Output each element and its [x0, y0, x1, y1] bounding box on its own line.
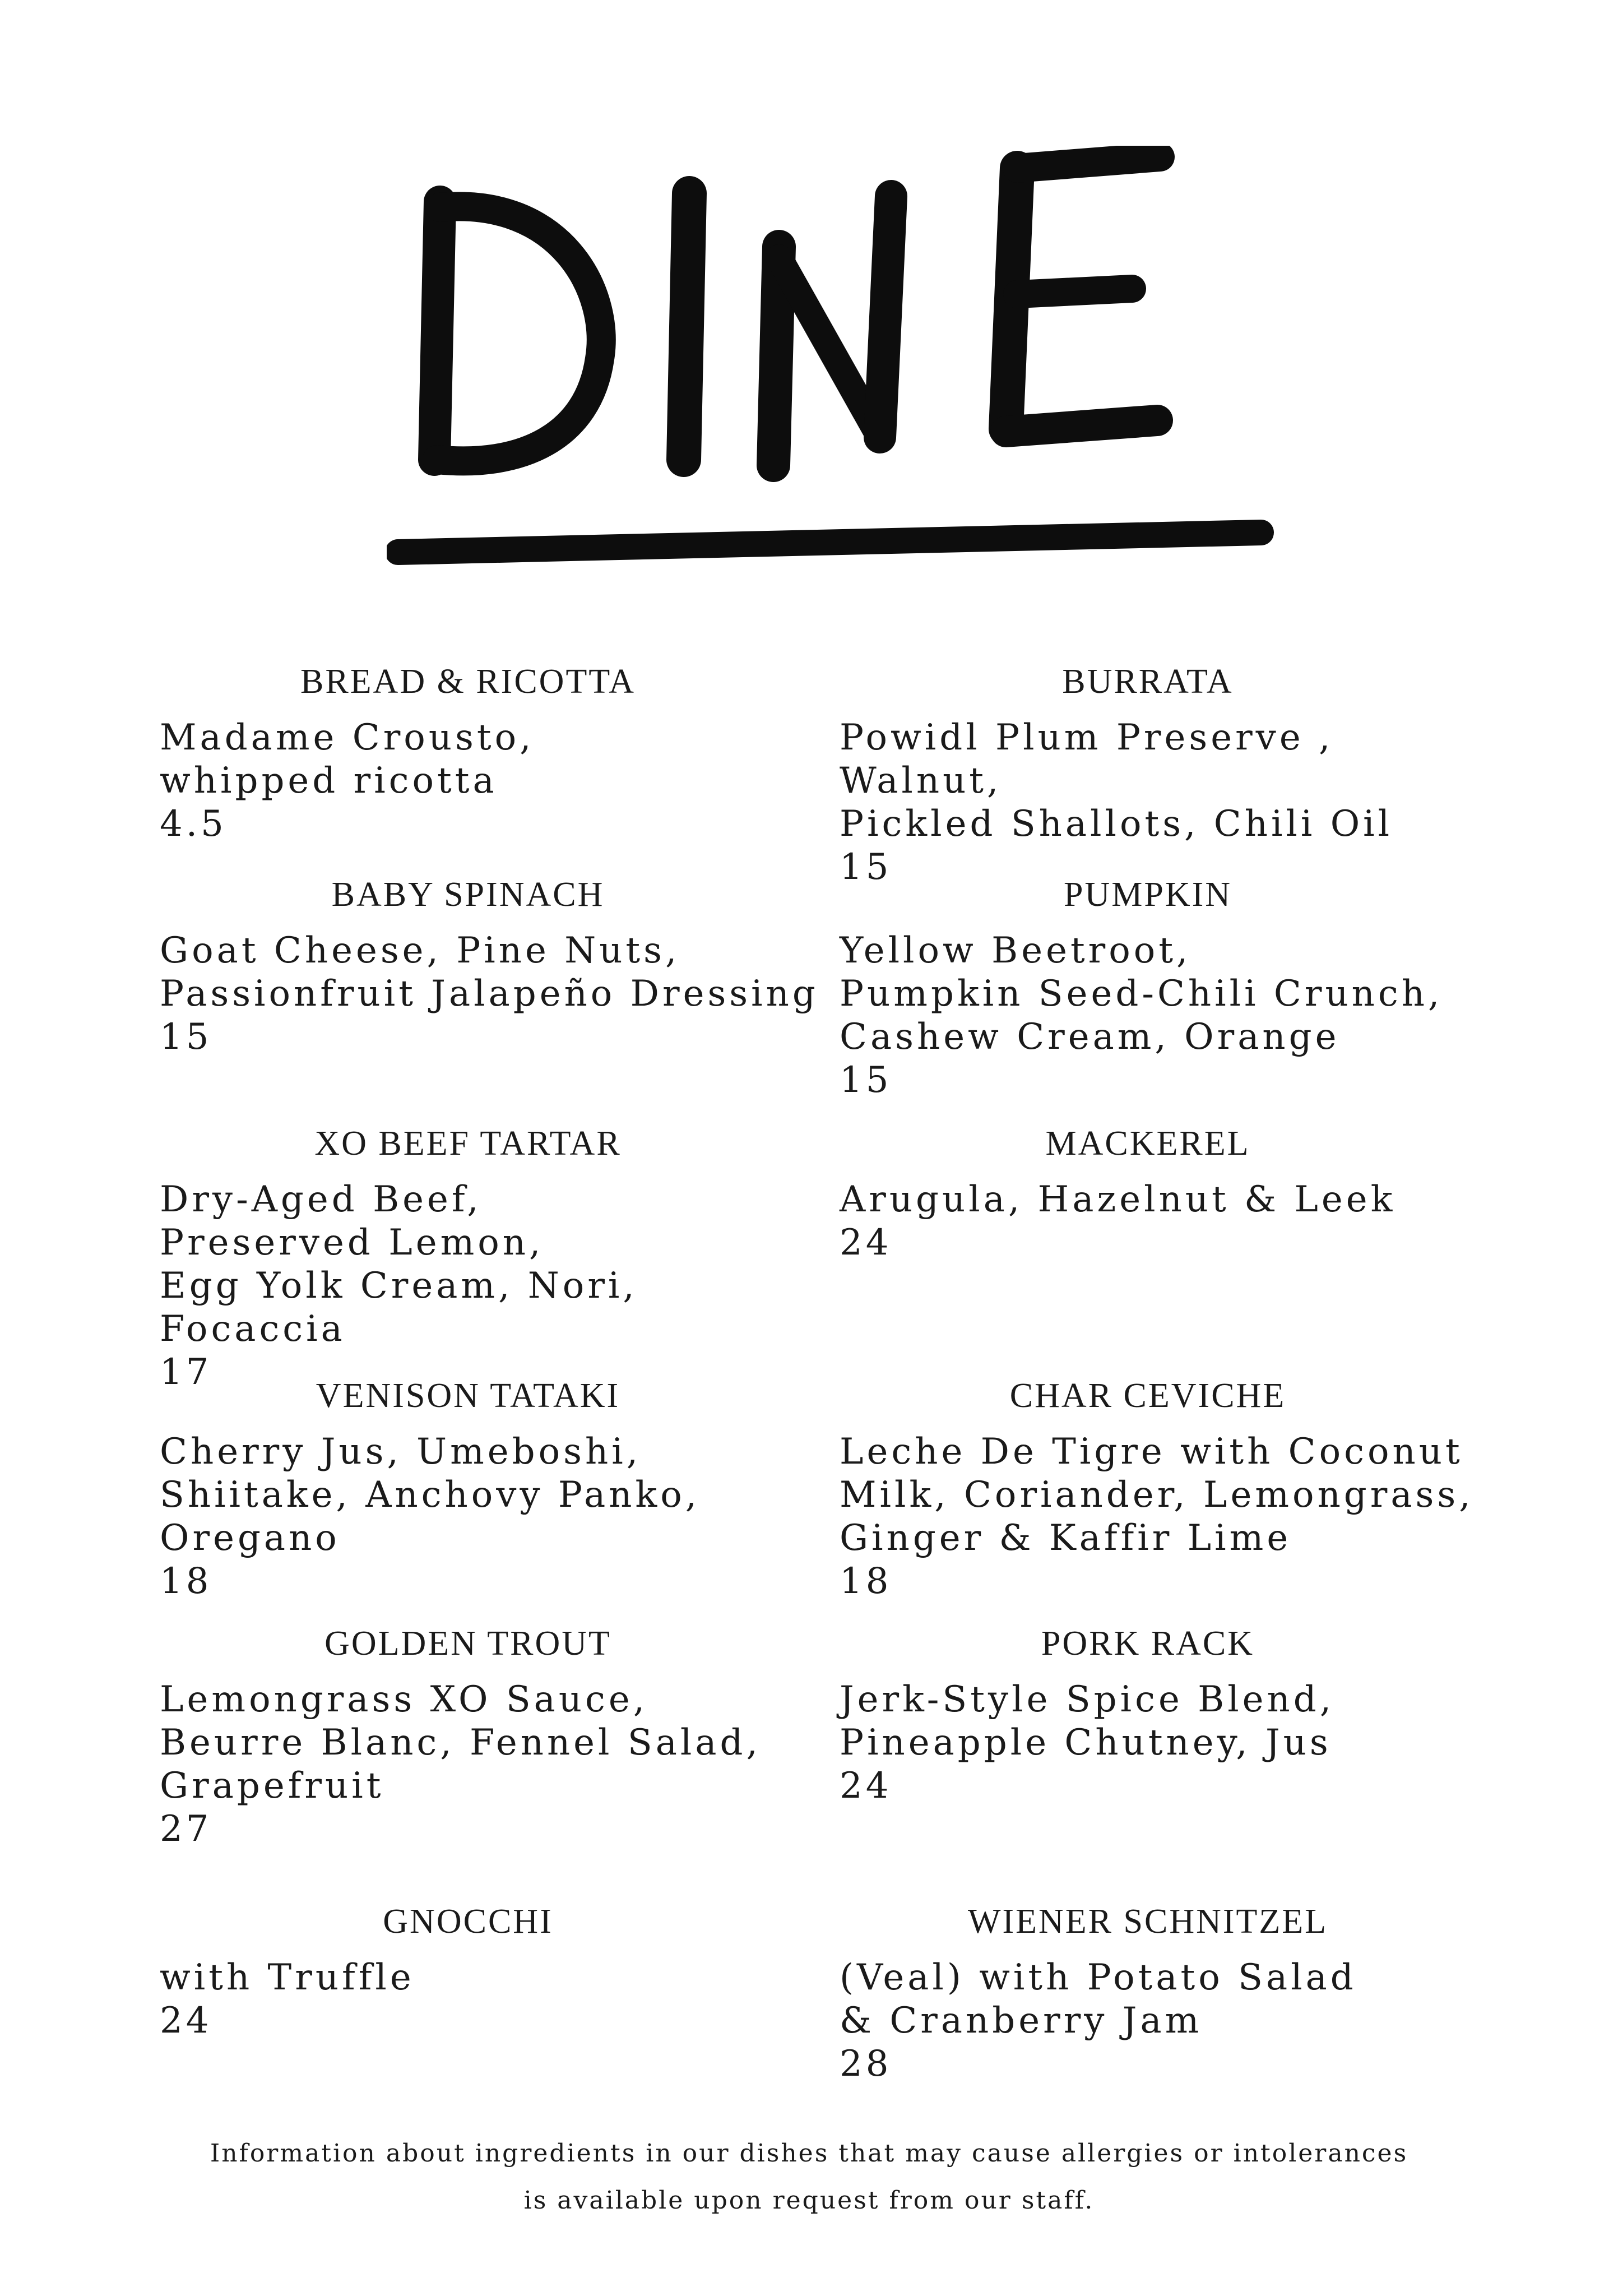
dish-description: Jerk-Style Spice Blend, Pineapple Chutney, Jus [840, 1679, 1335, 1763]
dish-price: 27 [160, 1808, 212, 1850]
menu-item-xo-beef-tartar [160, 1121, 821, 1394]
menu-item-golden-trout [160, 1621, 821, 1851]
menu-item-baby-spinach [160, 872, 821, 1059]
dish-price: 24 [160, 2000, 212, 2042]
dish-price: 24 [840, 1222, 892, 1263]
allergy-notice-line-1: Information about ingredients in our dishes that may cause allergies or intolerances [210, 2139, 1408, 2168]
dish-name: XO BEEF TARTAR [314, 1124, 622, 1163]
dish-price: 15 [840, 1059, 892, 1101]
menu-item-mackerel [840, 1121, 1501, 1265]
dish-price: 24 [840, 1765, 892, 1807]
menu-item-char-ceviche [840, 1373, 1501, 1603]
menu-item-pumpkin [840, 872, 1501, 1102]
dish-name: GOLDEN TROUT [324, 1624, 611, 1663]
dish-name: PORK RACK [1041, 1624, 1255, 1663]
dish-price: 15 [840, 846, 892, 888]
dish-description: (Veal) with Potato Salad & Cranberry Jam [840, 1957, 1357, 2042]
dine-logo [387, 146, 1278, 583]
allergy-notice-line-2: is available upon request from our staff. [523, 2186, 1095, 2215]
dish-price: 4.5 [160, 803, 227, 845]
dish-description: Madame Crousto, whipped ricotta [160, 717, 535, 802]
allergy-notice [0, 2130, 1618, 2224]
dish-description: with Truffle [160, 1957, 415, 1998]
dish-price: 28 [840, 2043, 892, 2085]
menu-item-pork-rack [840, 1621, 1501, 1808]
dish-description: Cherry Jus, Umeboshi, Shiitake, Anchovy Panko, Oregano [160, 1431, 701, 1559]
dish-name: VENISON TATAKI [316, 1377, 620, 1415]
dish-price: 18 [840, 1561, 892, 1602]
dish-name: GNOCCHI [383, 1902, 553, 1941]
dish-description: Yellow Beetroot, Pumpkin Seed-Chili Crunch, Cashew Cream, Orange [840, 930, 1443, 1058]
dish-price: 15 [160, 1016, 212, 1058]
dish-name: BREAD & RICOTTA [300, 663, 636, 701]
dish-price: 18 [160, 1561, 212, 1602]
menu-item-bread-ricotta [160, 659, 821, 846]
dish-name: MACKEREL [1045, 1124, 1250, 1163]
menu-item-venison-tataki [160, 1373, 821, 1603]
dish-description: Arugula, Hazelnut & Leek [840, 1179, 1396, 1220]
menu-item-gnocchi [160, 1899, 821, 2043]
menu-item-burrata [840, 659, 1501, 889]
dish-description: Goat Cheese, Pine Nuts, Passionfruit Jalapeño Dressing [160, 930, 819, 1015]
menu-item-wiener-schnitzel [840, 1899, 1501, 2086]
dish-name: WIENER SCHNITZEL [967, 1902, 1328, 1941]
dish-name: CHAR CEVICHE [1009, 1377, 1286, 1415]
dish-description: Lemongrass XO Sauce, Beurre Blanc, Fennel Salad, Grapefruit [160, 1679, 761, 1807]
dish-price: 17 [160, 1351, 212, 1393]
dish-name: PUMPKIN [1063, 876, 1232, 914]
dine-logo-brush-lettering [387, 146, 1278, 583]
dish-description: Powidl Plum Preserve , Walnut, Pickled Shallots, Chili Oil [840, 717, 1393, 845]
dish-description: Leche De Tigre with Coconut Milk, Coriander, Lemongrass, Ginger & Kaffir Lime [840, 1431, 1474, 1559]
dish-description: Dry-Aged Beef, Preserved Lemon, Egg Yolk Cream, Nori, Focaccia [160, 1179, 638, 1350]
dish-name: BABY SPINACH [331, 876, 605, 914]
dish-name: BURRATA [1062, 663, 1234, 701]
